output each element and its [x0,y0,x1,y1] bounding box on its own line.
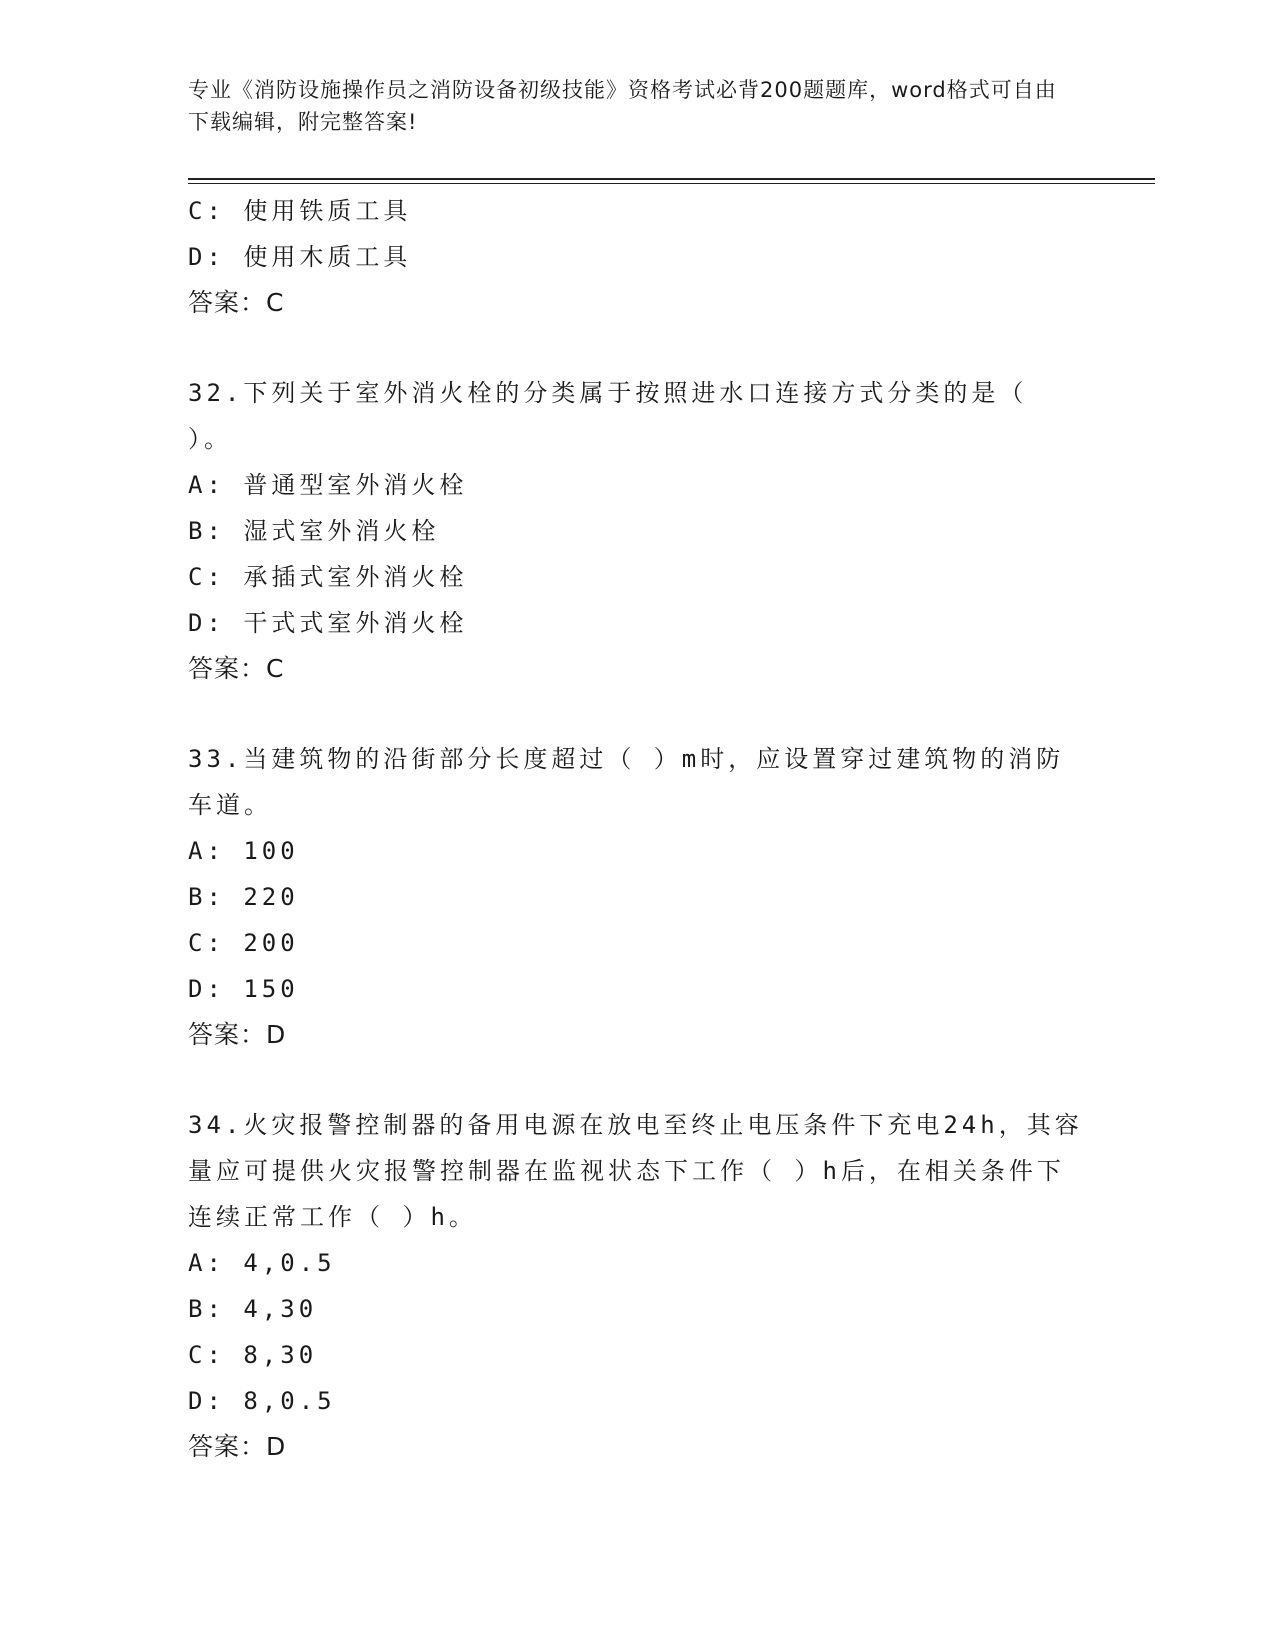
option-d: D: 8,0.5 [188,1387,336,1415]
option-b: B: 220 [188,883,299,911]
previous-question-tail [188,188,1088,326]
answer-line: 答案：D [188,1020,287,1049]
question-text: 34.火灾报警控制器的备用电源在放电至终止电压条件下充电24h，其容量应可提供火灾报警控制器在监视状态下工作（ ）h后，在相关条件下连续正常工作（ ）h。 [188,1111,1083,1231]
option-c: C: 承插式室外消火栓 [188,563,468,591]
question-34 [188,1102,1088,1470]
header-title: 专业《消防设施操作员之消防设备初级技能》资格考试必背200题题库，word格式可自由下载编辑，附完整答案! [188,78,1057,134]
option-a: A: 4,0.5 [188,1249,336,1277]
header-divider-thick [188,178,1155,180]
option-a: A: 普通型室外消火栓 [188,471,468,499]
option-a: A: 100 [188,837,299,865]
answer-line: 答案：D [188,1432,287,1461]
option-d: D: 使用木质工具 [188,243,412,271]
answer-line: 答案：C [188,288,285,317]
question-32 [188,370,1088,692]
question-text: 33.当建筑物的沿街部分长度超过（ ）m时，应设置穿过建筑物的消防车道。 [188,745,1065,819]
document-header [188,74,1068,138]
answer-line: 答案：C [188,654,285,683]
header-divider-thin [188,183,1155,184]
option-b: B: 4,30 [188,1295,318,1323]
option-b: B: 湿式室外消火栓 [188,517,440,545]
option-c: C: 200 [188,929,299,957]
question-33 [188,736,1088,1058]
question-text: 32.下列关于室外消火栓的分类属于按照进水口连接方式分类的是（ ）。 [188,379,1046,453]
option-c: C: 使用铁质工具 [188,197,412,225]
option-d: D: 干式式室外消火栓 [188,609,468,637]
option-d: D: 150 [188,975,299,1003]
question-list [188,188,1088,1470]
option-c: C: 8,30 [188,1341,318,1369]
